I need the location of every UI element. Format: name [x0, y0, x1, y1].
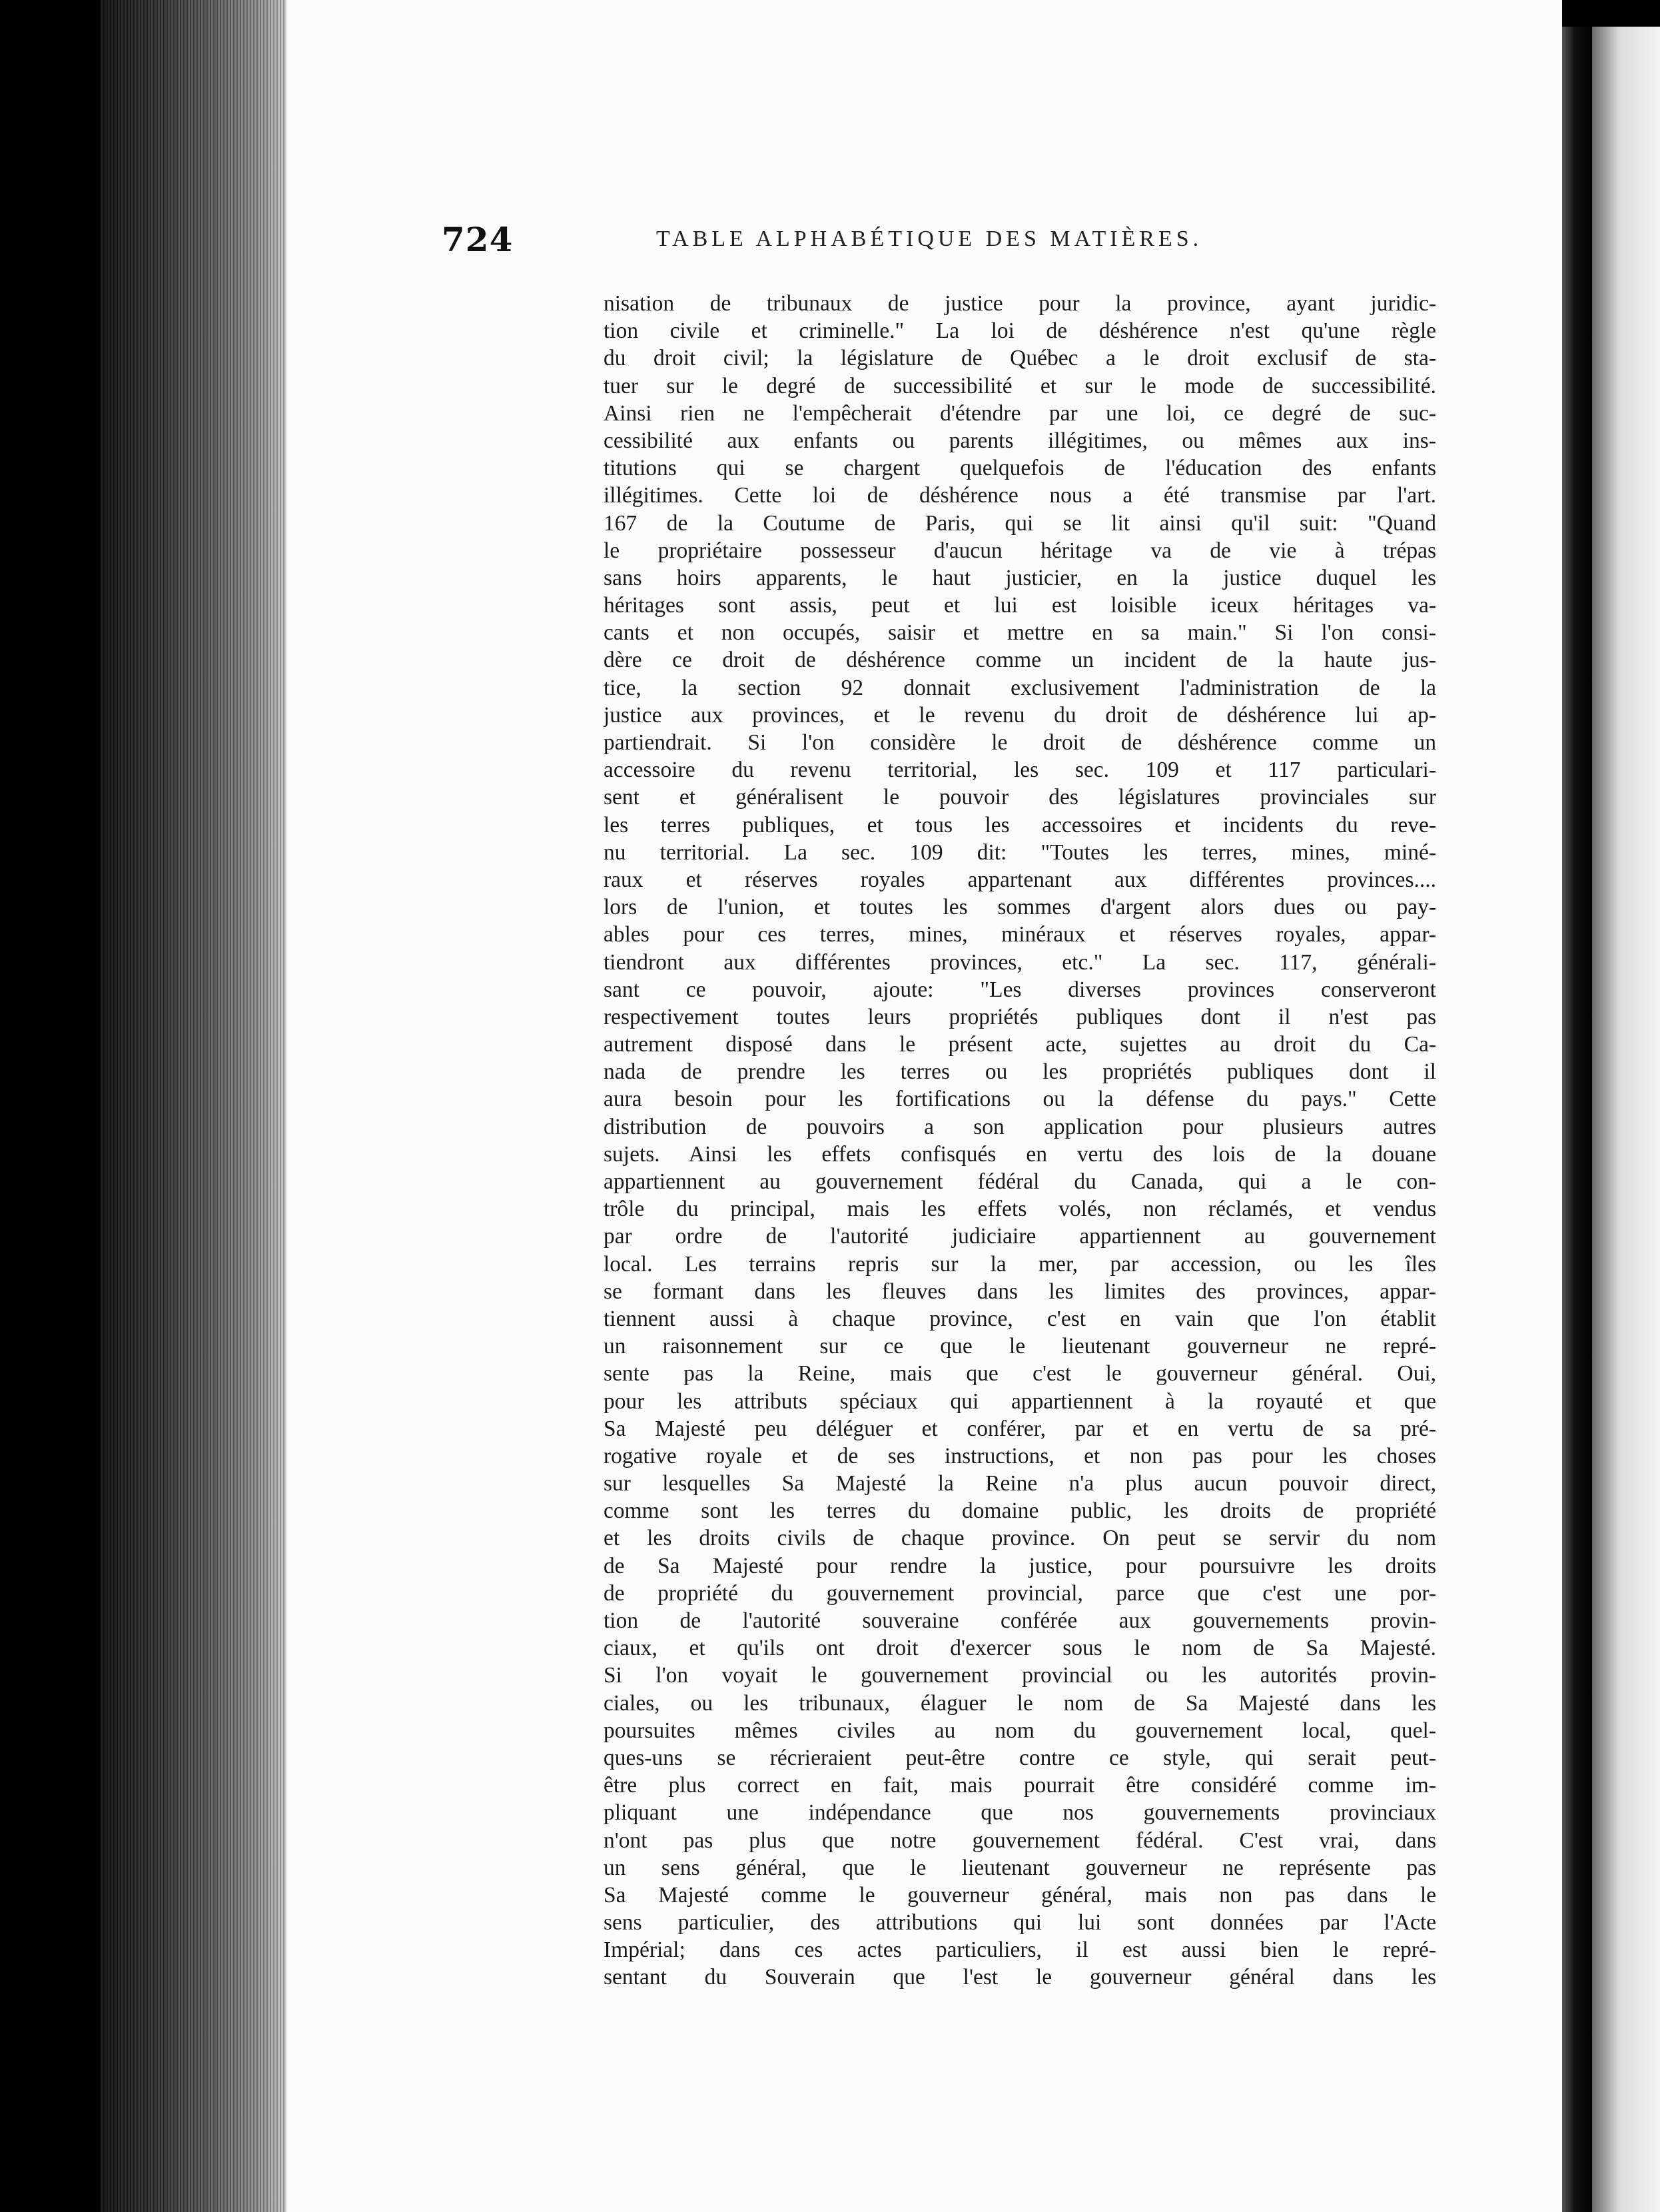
text-line: tion de l'autorité souveraine conférée aux gouvernements provin-: [604, 1608, 1436, 1633]
text-line: titutions qui se chargent quelquefois de l'éducation des enfants: [604, 456, 1436, 481]
text-line: tuer sur le degré de successibilité et sur le mode de successibilité.: [604, 373, 1436, 398]
text-line: sentant du Souverain que l'est le gouverneur général dans les: [604, 1965, 1436, 1990]
page-number: 724: [442, 220, 514, 259]
text-line: tiendront aux différentes provinces, etc." La sec. 117, générali-: [604, 949, 1436, 975]
text-line: sant ce pouvoir, ajoute: "Les diverses provinces conserveront: [604, 977, 1436, 1002]
text-line: sent et généralisent le pouvoir des législatures provinciales sur: [604, 785, 1436, 810]
text-line: pliquant une indépendance que nos gouvernements provinciaux: [604, 1800, 1436, 1826]
right-gutter-shadow: [1562, 27, 1592, 2212]
text-line: sur lesquelles Sa Majesté la Reine n'a plus aucun pouvoir direct,: [604, 1471, 1436, 1496]
text-line: justice aux provinces, et le revenu du droit de déshérence lui ap-: [604, 702, 1436, 728]
text-line: et les droits civils de chaque province. On peut se servir du nom: [604, 1526, 1436, 1551]
text-line: sujets. Ainsi les effets confisqués en vertu des lois de la douane: [604, 1141, 1436, 1167]
text-line: Sa Majesté comme le gouverneur général, mais non pas dans le: [604, 1882, 1436, 1908]
text-line: Sa Majesté peu déléguer et conférer, par et en vertu de sa pré-: [604, 1416, 1436, 1441]
text-line: pour les attributs spéciaux qui appartiennent à la royauté et que: [604, 1388, 1436, 1414]
text-line: illégitimes. Cette loi de déshérence nous a été transmise par l'art.: [604, 483, 1436, 508]
text-line: héritages sont assis, peut et lui est loisible iceux héritages va-: [604, 593, 1436, 618]
text-line: ciales, ou les tribunaux, élaguer le nom de Sa Majesté dans les: [604, 1690, 1436, 1716]
text-line: tiennent aussi à chaque province, c'est en vain que l'on établit: [604, 1306, 1436, 1331]
text-line: distribution de pouvoirs a son application pour plusieurs autres: [604, 1114, 1436, 1139]
text-line: partiendrait. Si l'on considère le droit de déshérence comme un: [604, 730, 1436, 755]
text-line: un raisonnement sur ce que le lieutenant gouverneur ne repré-: [604, 1334, 1436, 1359]
text-line: sente pas la Reine, mais que c'est le gouverneur général. Oui,: [604, 1361, 1436, 1386]
text-line: être plus correct en fait, mais pourrait être considéré comme im-: [604, 1773, 1436, 1798]
facing-page-edge: [1592, 27, 1660, 2212]
text-line: de Sa Majesté pour rendre la justice, pour poursuivre les droits: [604, 1553, 1436, 1578]
text-line: nisation de tribunaux de justice pour la province, ayant juridic-: [604, 291, 1436, 316]
text-line: nu territorial. La sec. 109 dit: "Toutes les terres, mines, miné-: [604, 839, 1436, 865]
running-title: TABLE ALPHABÉTIQUE DES MATIÈRES.: [656, 227, 1203, 251]
text-line: dère ce droit de déshérence comme un incident de la haute jus-: [604, 648, 1436, 673]
text-line: se formant dans les fleuves dans les limites des provinces, appar-: [604, 1279, 1436, 1304]
text-line: poursuites mêmes civiles au nom du gouvernement local, quel-: [604, 1718, 1436, 1743]
book-page-stack-edge: [100, 0, 286, 2212]
text-line: tion civile et criminelle." La loi de déshérence n'est qu'une règle: [604, 318, 1436, 344]
text-line: accessoire du revenu territorial, les sec. 109 et 117 particulari-: [604, 758, 1436, 783]
text-line: 167 de la Coutume de Paris, qui se lit ainsi qu'il suit: "Quand: [604, 510, 1436, 536]
text-line: tice, la section 92 donnait exclusivement l'administration de la: [604, 675, 1436, 700]
text-line: lors de l'union, et toutes les sommes d'argent alors dues ou pay-: [604, 895, 1436, 920]
text-line: trôle du principal, mais les effets volés, non réclamés, et vendus: [604, 1197, 1436, 1222]
text-line: par ordre de l'autorité judiciaire appartiennent au gouvernement: [604, 1224, 1436, 1249]
text-line: autrement disposé dans le présent acte, sujettes au droit du Ca-: [604, 1032, 1436, 1057]
text-line: ables pour ces terres, mines, minéraux et réserves royales, appar-: [604, 922, 1436, 947]
text-line: sens particulier, des attributions qui lui sont données par l'Acte: [604, 1910, 1436, 1936]
text-line: ques-uns se récrieraient peut-être contre ce style, qui serait peut-: [604, 1745, 1436, 1770]
text-line: Impérial; dans ces actes particuliers, il est aussi bien le repré-: [604, 1937, 1436, 1963]
body-text: [604, 290, 1436, 1991]
text-line: cessibilité aux enfants ou parents illégitimes, ou mêmes aux ins-: [604, 428, 1436, 453]
text-line: raux et réserves royales appartenant aux différentes provinces....: [604, 867, 1436, 892]
text-line: les terres publiques, et tous les accessoires et incidents du reve-: [604, 812, 1436, 837]
text-line: rogative royale et de ses instructions, et non pas pour les choses: [604, 1443, 1436, 1468]
text-line: appartiennent au gouvernement fédéral du Canada, qui a le con-: [604, 1169, 1436, 1194]
text-line: aura besoin pour les fortifications ou la défense du pays." Cette: [604, 1087, 1436, 1112]
text-line: le propriétaire possesseur d'aucun héritage va de vie à trépas: [604, 538, 1436, 563]
text-line: local. Les terrains repris sur la mer, par accession, ou les îles: [604, 1251, 1436, 1277]
text-line: comme sont les terres du domaine public, les droits de propriété: [604, 1498, 1436, 1524]
text-line: du droit civil; la législature de Québec a le droit exclusif de sta-: [604, 346, 1436, 371]
text-line: Ainsi rien ne l'empêcherait d'étendre par une loi, ce degré de suc-: [604, 400, 1436, 426]
text-line: cants et non occupés, saisir et mettre en sa main." Si l'on consi-: [604, 620, 1436, 646]
text-line: respectivement toutes leurs propriétés publiques dont il n'est pas: [604, 1004, 1436, 1029]
text-line: ciaux, et qu'ils ont droit d'exercer sous le nom de Sa Majesté.: [604, 1636, 1436, 1661]
text-line: un sens général, que le lieutenant gouverneur ne représente pas: [604, 1855, 1436, 1880]
text-line: sans hoirs apparents, le haut justicier, en la justice duquel les: [604, 565, 1436, 590]
text-line: n'ont pas plus que notre gouvernement fédéral. C'est vrai, dans: [604, 1828, 1436, 1853]
text-line: de propriété du gouvernement provincial, parce que c'est une por-: [604, 1580, 1436, 1606]
text-line: nada de prendre les terres ou les propriétés publiques dont il: [604, 1059, 1436, 1085]
text-line: Si l'on voyait le gouvernement provincial ou les autorités provin-: [604, 1663, 1436, 1688]
